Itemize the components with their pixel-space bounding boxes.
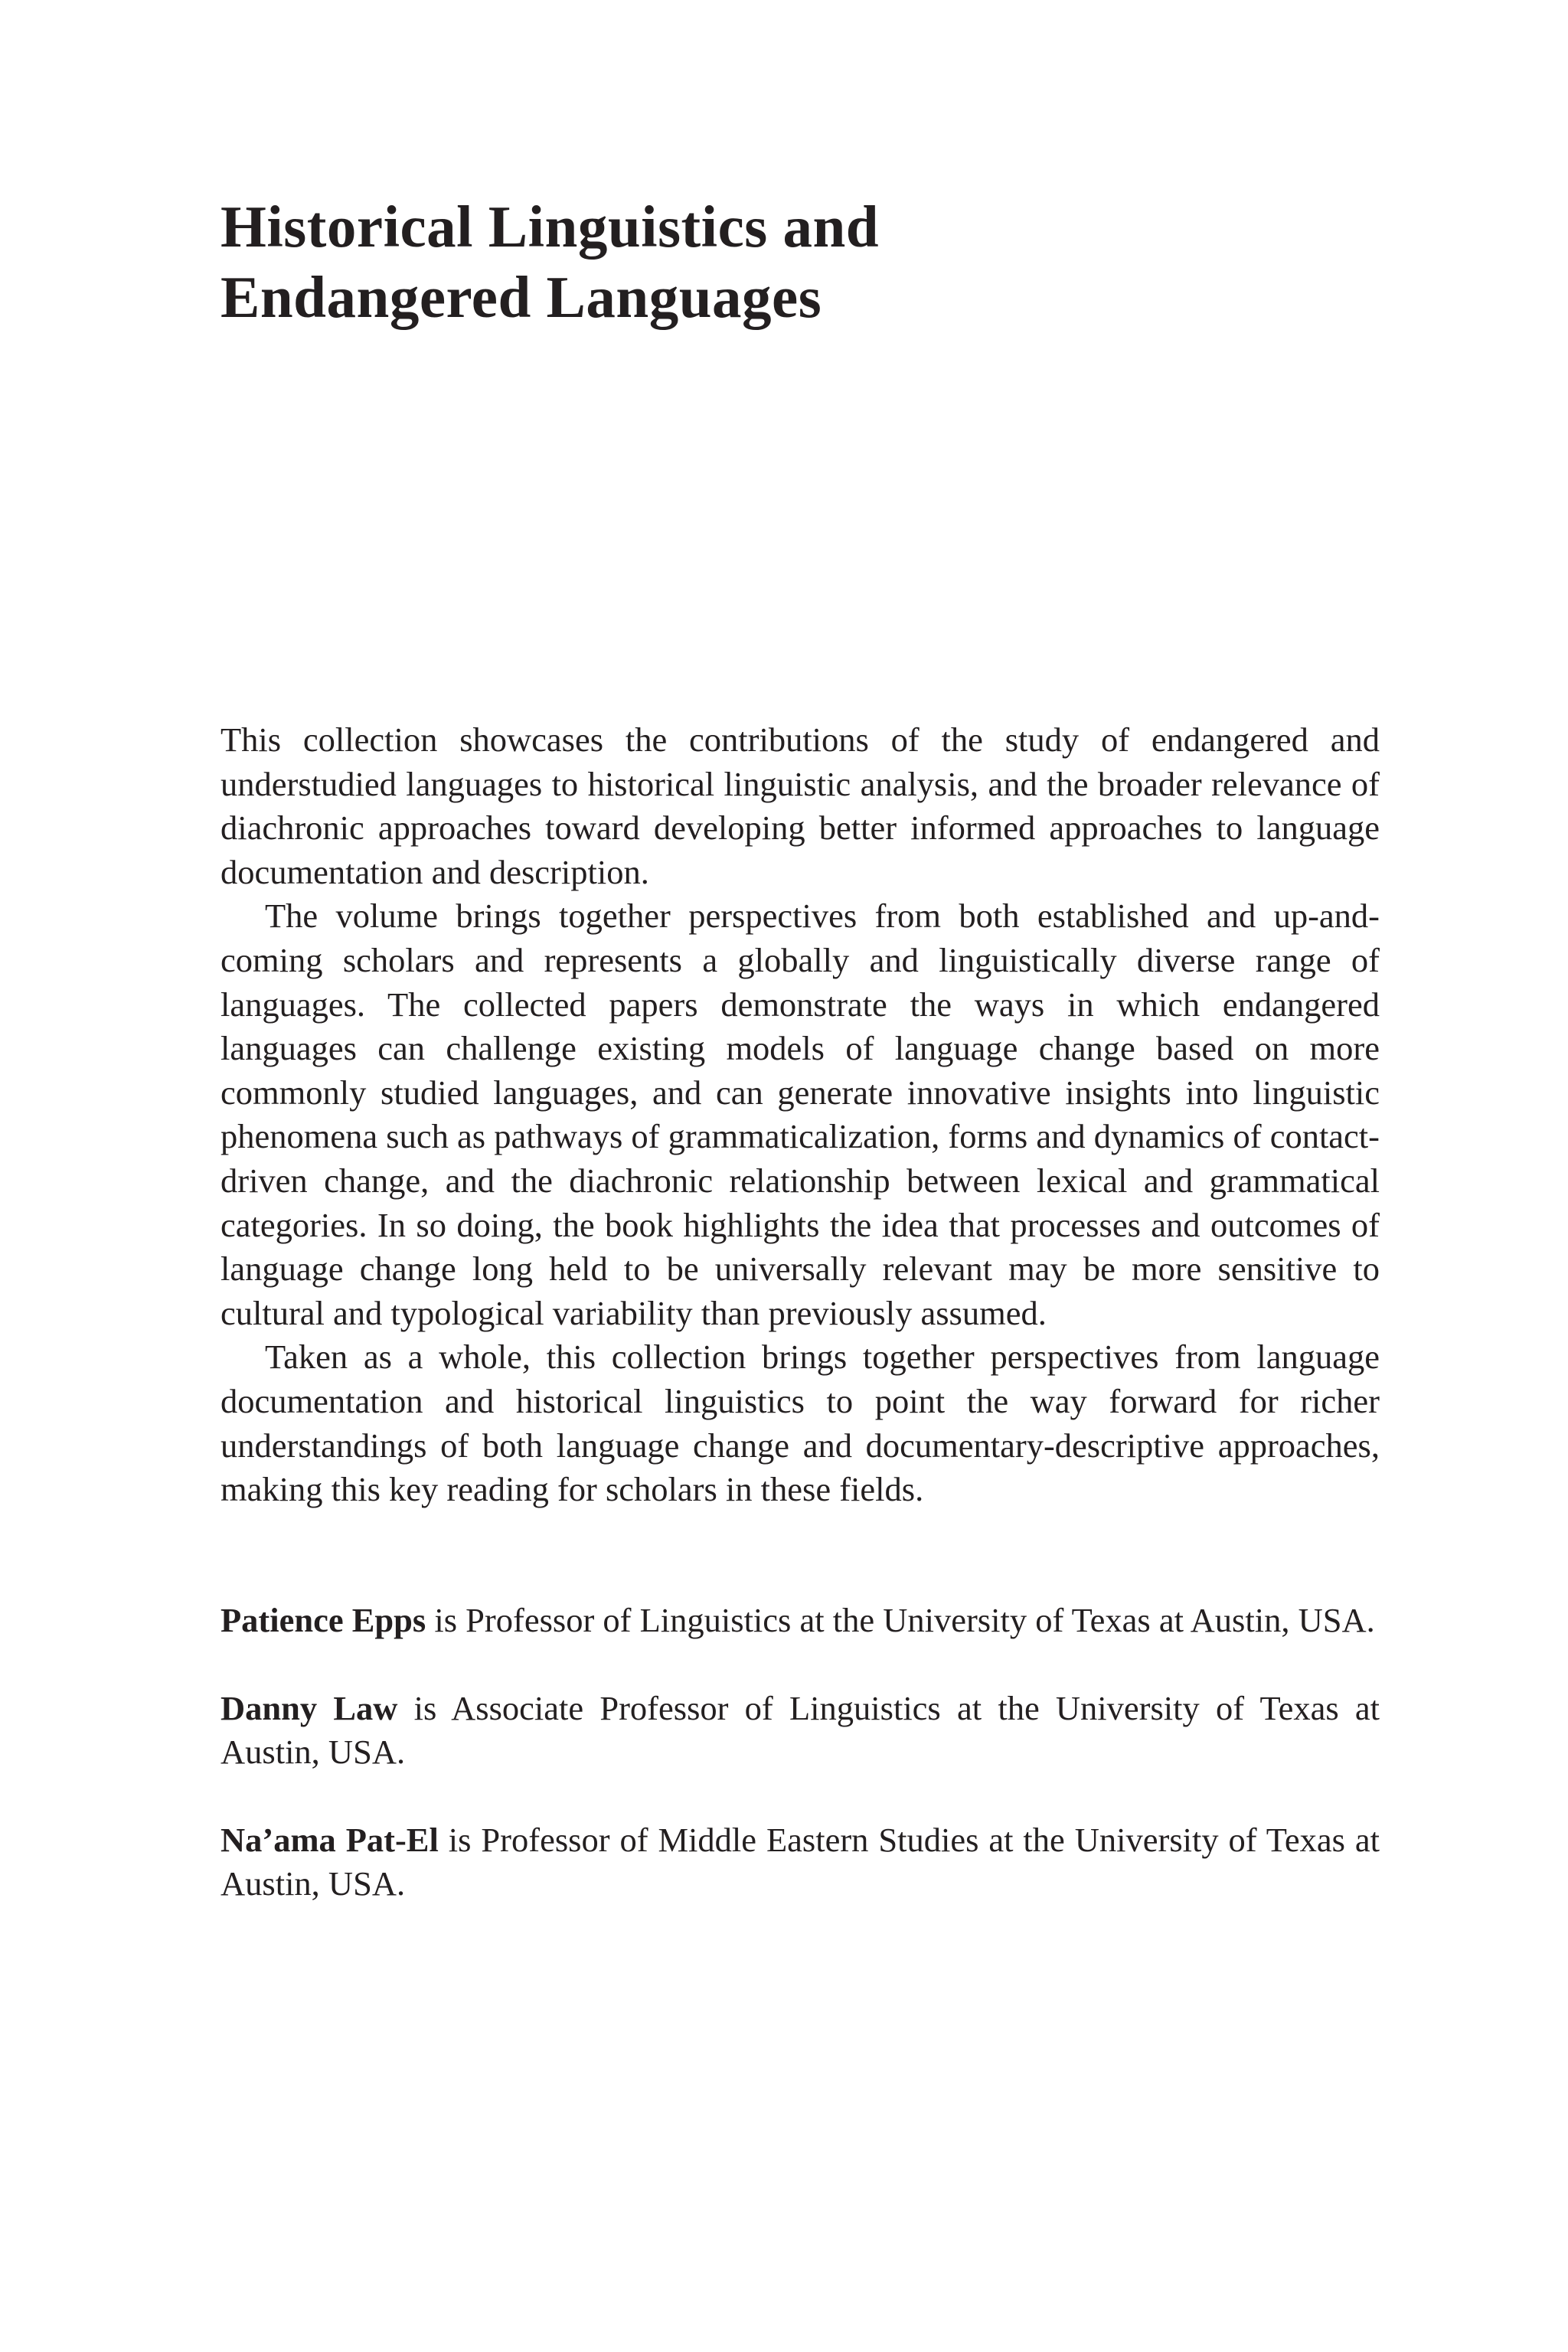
editor-bio-text: is Professor of Linguistics at the University of Texas at Austin, USA. [426, 1601, 1375, 1639]
book-title-line-1: Historical Linguistics and [220, 194, 880, 260]
book-description [220, 718, 1380, 1512]
description-paragraph: Taken as a whole, this collection brings together perspectives from language documentation and historical linguistics to point the way forward for richer understandings of both language change and documentary-descriptive approaches, making this key reading for scholars in these fields. [220, 1338, 1380, 1509]
book-page [220, 191, 1380, 1903]
book-title [220, 191, 1380, 332]
editor-bio-text: is Associate Professor of Linguistics at the University of Texas at Austin, USA. [220, 1688, 1380, 1772]
book-title-line-2: Endangered Languages [220, 264, 822, 330]
editor-bios [220, 1599, 1380, 1950]
editor-bio [220, 1599, 1380, 1643]
editor-name: Na’ama Pat-El [220, 1820, 439, 1859]
editor-name: Patience Epps [220, 1601, 426, 1639]
description-paragraph: This collection showcases the contributions of the study of endangered and understudied languages to historical linguistic analysis, and the broader relevance of diachronic approaches toward developing better informed approaches to language documentation and description. [220, 720, 1380, 891]
editor-bio [220, 1687, 1380, 1775]
editor-bio [220, 1818, 1380, 1906]
editor-name: Danny Law [220, 1688, 398, 1727]
editor-bio-text: is Professor of Middle Eastern Studies at the University of Texas at Austin, USA. [220, 1820, 1380, 1903]
description-paragraph: The volume brings together perspectives from both established and up-and-coming scholars and represents a globally and linguistically diverse range of languages. The collected papers demonstrate the ways in which endangered languages can challenge existing models of language change based on more commonly studied languages, and can generate innovative insights into linguistic phenomena such as pathways of grammaticalization, forms and dynamics of contact-driven change, and the diachronic relationship between lexical and grammatical categories. In so doing, the book highlights the idea that processes and outcomes of language change long held to be universally relevant may be more sensitive to cultural and typological variability than previously assumed. [220, 897, 1380, 1332]
